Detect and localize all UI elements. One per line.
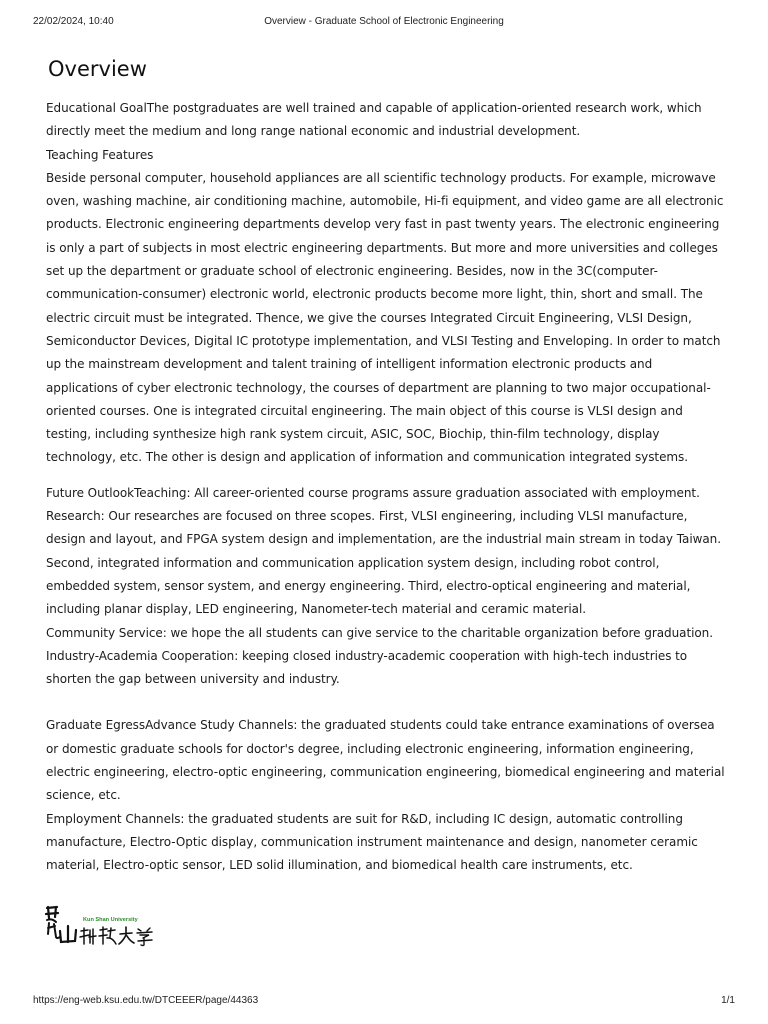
graduate-egress-paragraph: Graduate EgressAdvance Study Channels: the graduated students could take entrance examinations of oversea or domestic graduate schools for doctor's degree, including electronic engineering, information engineering, electric engineering, electro-optic engineering, communication engineering, biomedical engineering and material science, etc. xyxy=(46,718,725,803)
educational-goal-paragraph: Educational GoalThe postgraduates are well trained and capable of application-oriented research work, which directly meet the medium and long range national economic and industrial development. xyxy=(46,101,702,139)
kun-shan-university-logo xyxy=(44,904,156,948)
page-title: Overview xyxy=(48,57,147,81)
content-body xyxy=(46,97,726,878)
industry-academia-paragraph: Industry-Academia Cooperation: keeping closed industry-academic cooperation with high-tech industries to shorten the gap between university and industry. xyxy=(46,648,688,687)
community-service-paragraph: Community Service: we hope the all students can give service to the charitable organization before graduation. xyxy=(46,625,713,640)
print-footer xyxy=(33,995,735,1009)
logo-english-text: Kun Shan University xyxy=(83,917,138,923)
future-outlook-teaching-paragraph: Future OutlookTeaching: All career-oriented course programs assure graduation associated with employment. xyxy=(46,485,700,500)
teaching-features-paragraph: Beside personal computer, household appliances are all scientific technology products. For example, microwave oven, washing machine, air conditioning machine, automobile, Hi-fi equipment, and video game are all electronic products. Electronic engineering departments develop very fast in past twenty years. The electronic engineering is only a part of subjects in most electric engineering departments. But more and more universities and colleges set up the department or graduate school of electronic engineering. Besides, now in the 3C(computer-communication-consumer) electronic world, electronic products become more light, thin, short and small. The electric circuit must be integrated. Thence, we give the courses Integrated Circuit Engineering, VLSI Design, Semiconductor Devices, Digital IC prototype implementation, and VLSI Testing and Enveloping. In order to match up the mainstream development and talent training of intelligent information electronic products and applications of cyber electronic technology, the courses of department are planning to two major occupational-oriented courses. One is integrated circuital engineering. The main object of this course is VLSI design and testing, including synthesize high rank system circuit, ASIC, SOC, Biochip, thin-film technology, display technology, etc. The other is design and application of information and communication integrated systems. xyxy=(46,170,724,465)
print-page-title: Overview - Graduate School of Electronic Engineering xyxy=(264,16,504,27)
section-spacer xyxy=(46,470,726,482)
research-paragraph: Research: Our researches are focused on three scopes. First, VLSI engineering, including VLSI manufacture, design and layout, and FPGA system design and implementation, are the industrial main stream in today Taiwan. Second, integrated information and communication application system design, including robot control, embedded system, sensor system, and energy engineering. Third, electro-optical engineering and material, including planar display, LED engineering, Nanometer-tech material and ceramic material. xyxy=(46,509,721,617)
section-spacer xyxy=(46,691,726,714)
print-header xyxy=(33,16,735,30)
print-url: https://eng-web.ksu.edu.tw/DTCEEER/page/44363 xyxy=(33,995,259,1006)
teaching-features-heading: Teaching Features xyxy=(46,147,154,162)
employment-channels-paragraph: Employment Channels: the graduated students are suit for R&D, including IC design, automatic controlling manufacture, Electro-Optic display, communication instrument maintenance and design, nanometer ceramic material, Electro-optic sensor, LED solid illumination, and biomedical health care instruments, etc. xyxy=(46,811,698,873)
page-count: 1/1 xyxy=(721,995,735,1006)
print-date: 22/02/2024, 10:40 xyxy=(33,16,114,27)
